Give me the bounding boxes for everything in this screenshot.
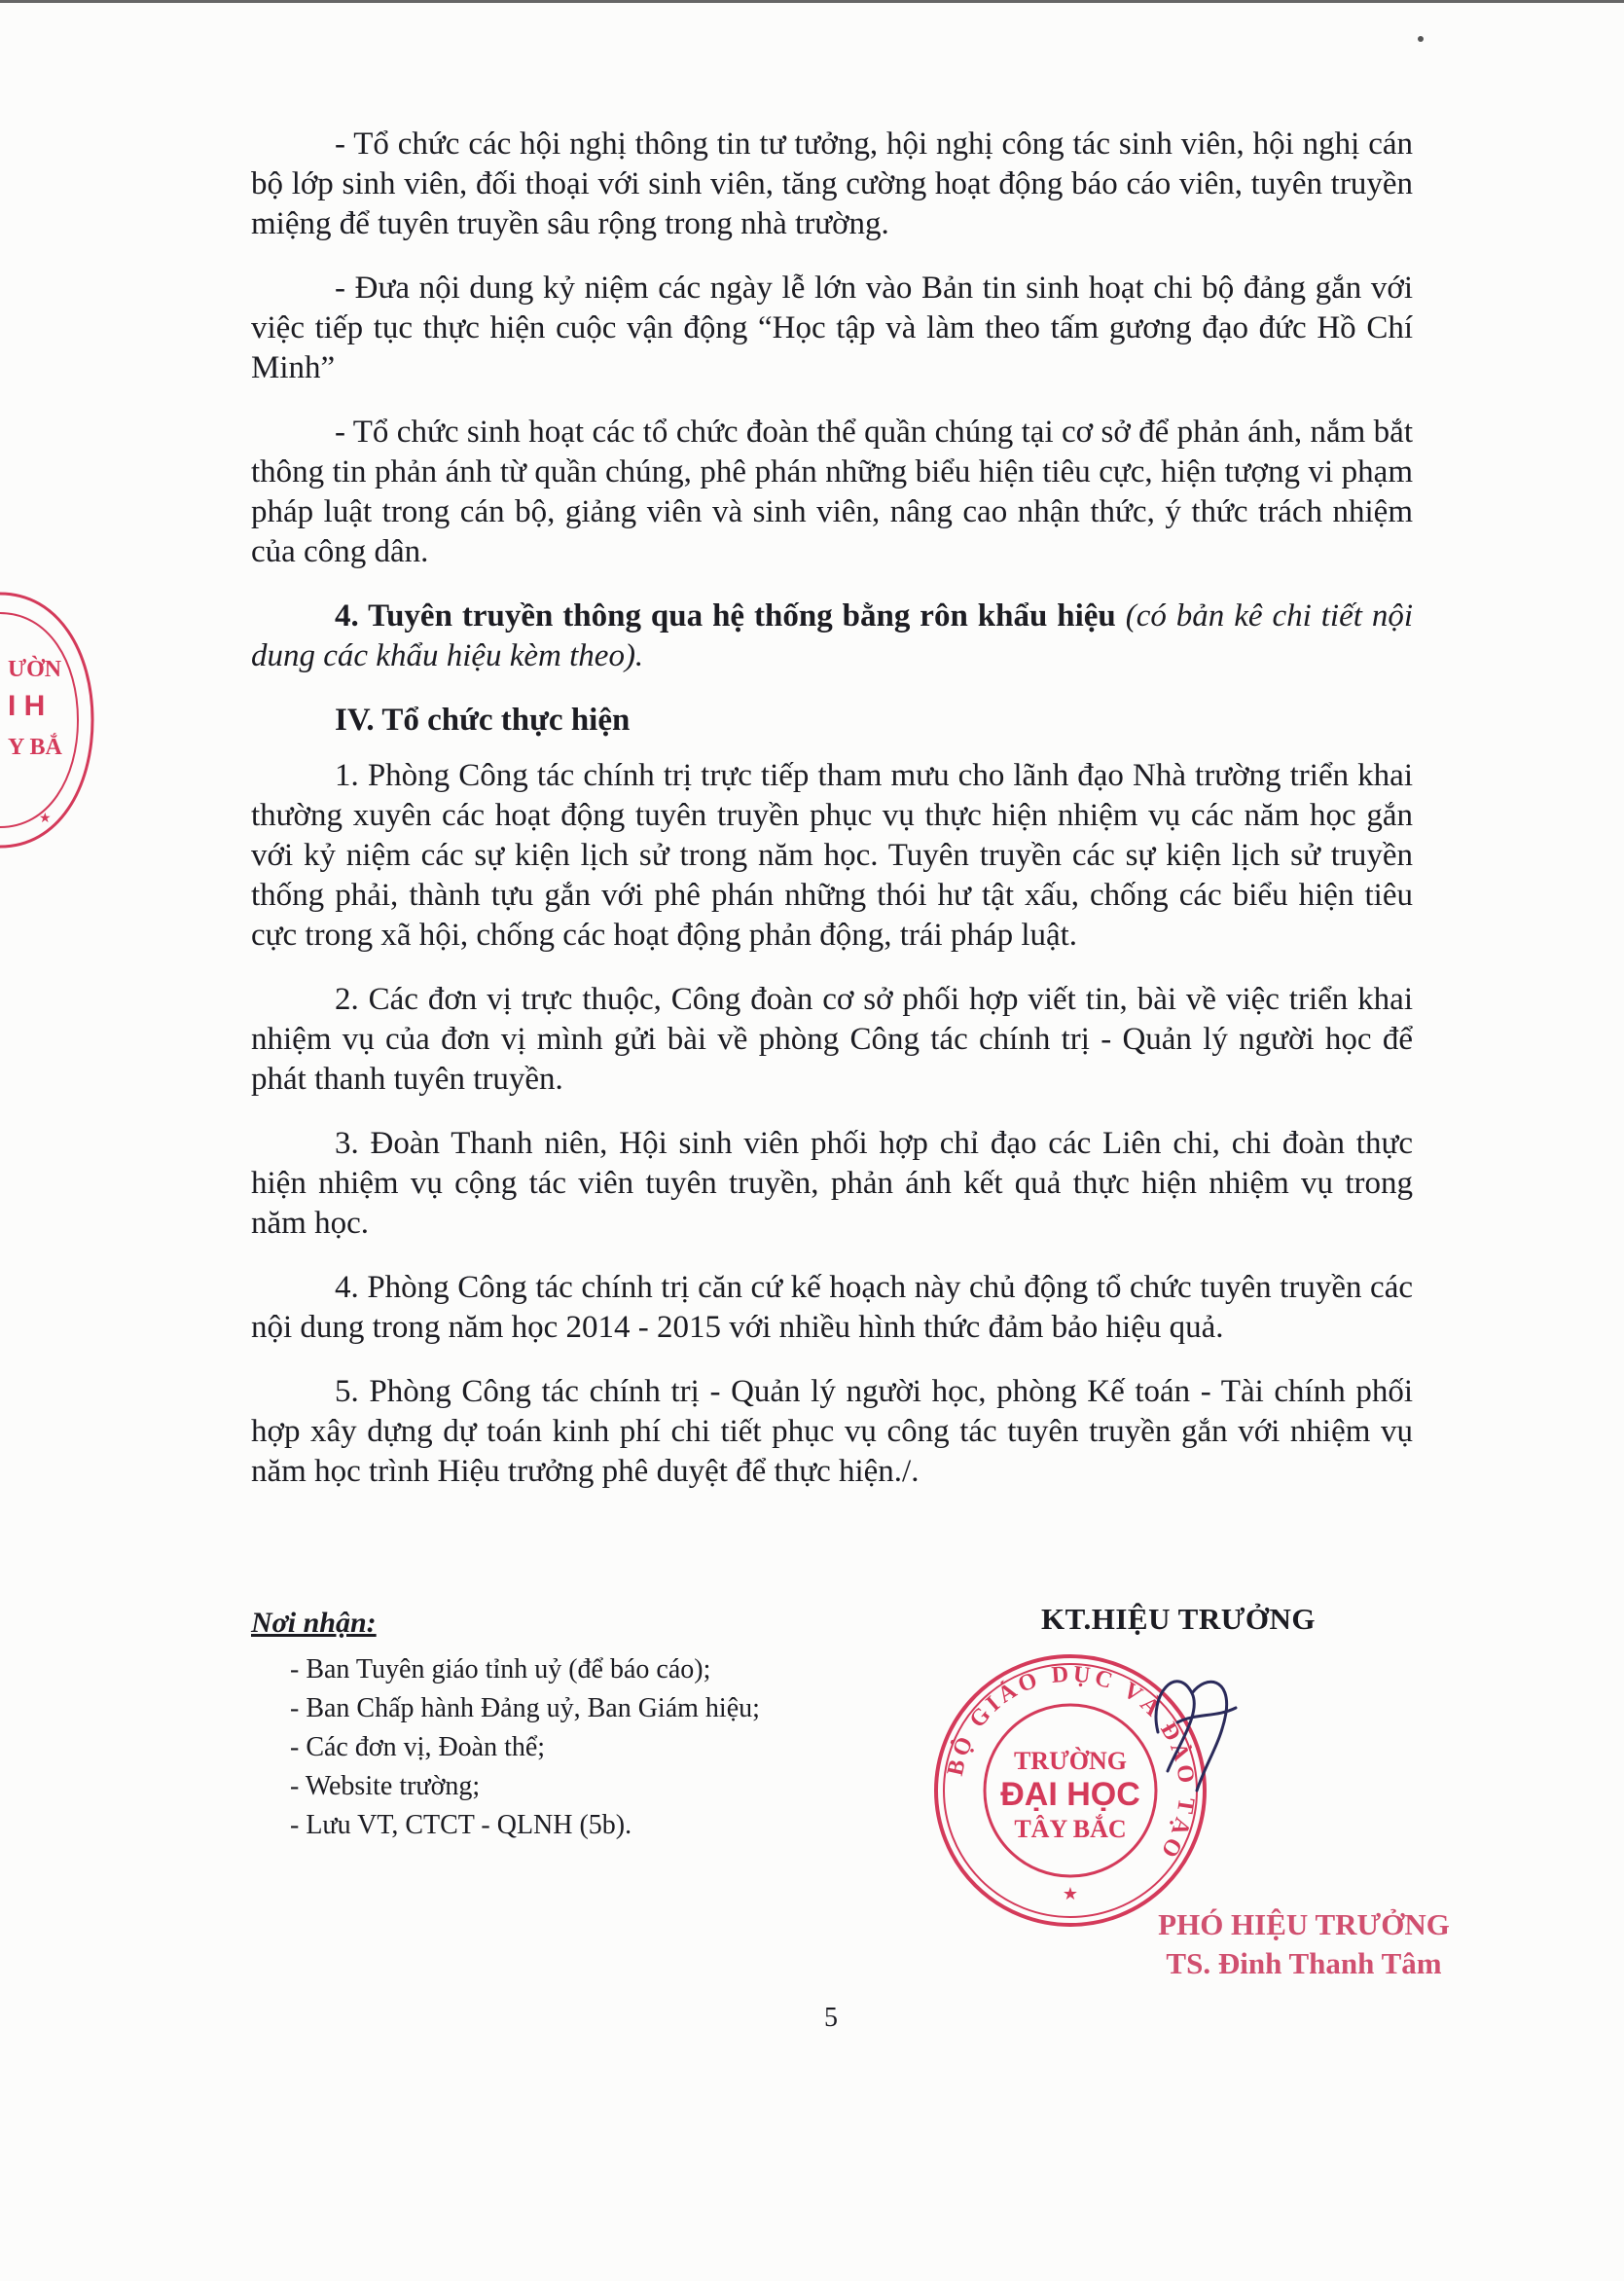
paragraph-3: - Tổ chức sinh hoạt các tổ chức đoàn thể quần chúng tại cơ sở để phản ánh, nắm bắt thông tin phản ánh từ quần chúng, phê phán những biểu hiện tiêu cực, hiện tượng vi phạm pháp luật trong cán bộ, giảng viên và sinh viên, nâng cao nhận thức, ý thức trách nhiệm của công dân. bbox=[251, 415, 1413, 569]
page-number: 5 bbox=[824, 2003, 838, 2033]
item-4-note: (có bản kê chi tiết nội dung các khẩu hiệu kèm theo). bbox=[251, 598, 1413, 673]
recipients-block bbox=[251, 1604, 874, 1845]
stamp-name-block bbox=[1090, 1905, 1518, 1983]
stamp-position: PHÓ HIỆU TRƯỞNG bbox=[1158, 1907, 1450, 1941]
svg-text:BỘ GIÁO DỤC VÀ ĐÀO TẠO: BỘ GIÁO DỤC VÀ ĐÀO TẠO bbox=[942, 1661, 1200, 1865]
document-body bbox=[251, 125, 1413, 1516]
svg-text:TRƯỜNG: TRƯỜNG bbox=[1013, 1747, 1128, 1775]
stamp-name: TS. Đinh Thanh Tâm bbox=[1166, 1946, 1442, 1980]
svg-text:Y BẮ: Y BẮ bbox=[8, 735, 62, 760]
handwritten-signature bbox=[1138, 1654, 1255, 1800]
section-heading-text: IV. Tổ chức thực hiện bbox=[335, 703, 631, 738]
svg-text:ƯỜN: ƯỜN bbox=[8, 657, 62, 682]
svg-text:★: ★ bbox=[1062, 1884, 1079, 1903]
recipients-title: Nơi nhận: bbox=[251, 1607, 377, 1639]
svg-text:ĐẠI HỌC: ĐẠI HỌC bbox=[1000, 1776, 1140, 1813]
paragraph-2: - Đưa nội dung kỷ niệm các ngày lễ lớn vào Bản tin sinh hoạt chi bộ đảng gắn với việc tiếp tục thực hiện cuộc vận động “Học tập và làm theo tấm gương đạo đức Hồ Chí Minh” bbox=[251, 271, 1413, 385]
edge-seal-fragment bbox=[0, 574, 97, 866]
recipient-item: - Ban Chấp hành Đảng uỷ, Ban Giám hiệu; bbox=[290, 1693, 760, 1723]
scan-top-edge bbox=[0, 0, 1624, 3]
svg-text:TÂY BẮC: TÂY BẮC bbox=[1014, 1815, 1127, 1843]
recipient-item: - Ban Tuyên giáo tỉnh uỷ (để báo cáo); bbox=[290, 1654, 711, 1684]
paragraph-1: - Tổ chức các hội nghị thông tin tư tưởng, hội nghị công tác sinh viên, hội nghị cán bộ lớp sinh viên, đối thoại với sinh viên, tăng cường hoạt động báo cáo viên, tuyên truyền miệng để tuyên truyền sâu rộng trong nhà trường. bbox=[251, 127, 1413, 241]
item-4-title: 4. Tuyên truyền thông qua hệ thống bằng rôn khẩu hiệu bbox=[335, 598, 1116, 634]
svg-text:I H: I H bbox=[8, 690, 46, 722]
scan-speck bbox=[1411, 29, 1430, 49]
implementation-4: 4. Phòng Công tác chính trị căn cứ kế hoạch này chủ động tổ chức tuyên truyền các nội dung trong năm học 2014 - 2015 với nhiều hình thức đảm bảo hiệu quả. bbox=[251, 1270, 1413, 1345]
recipient-item: - Các đơn vị, Đoàn thể; bbox=[290, 1732, 546, 1762]
implementation-1: 1. Phòng Công tác chính trị trực tiếp tham mưu cho lãnh đạo Nhà trường triển khai thường xuyên các hoạt động tuyên truyền phục vụ thực hiện nhiệm vụ các năm học gắn với kỷ niệm các sự kiện lịch sử trong năm học. Tuyên truyền các sự kiện lịch sử truyền thống phải, thành tựu gắn với phê phán những thói hư tật xấu, chống các biểu hiện tiêu cực trong xã hội, chống các hoạt động phản động, trái pháp luật. bbox=[251, 758, 1413, 953]
implementation-5: 5. Phòng Công tác chính trị - Quản lý người học, phòng Kế toán - Tài chính phối hợp xây dựng dự toán kinh phí chi tiết phục vụ công tác tuyên truyền gắn với nhiệm vụ năm học trình Hiệu trưởng phê duyệt để thực hiện./. bbox=[251, 1374, 1413, 1489]
section-heading bbox=[251, 701, 1413, 741]
recipient-item: - Website trường; bbox=[290, 1771, 481, 1801]
recipient-item: - Lưu VT, CTCT - QLNH (5b). bbox=[290, 1810, 632, 1840]
item-4 bbox=[251, 597, 1413, 676]
implementation-2: 2. Các đơn vị trực thuộc, Công đoàn cơ sở phối hợp viết tin, bài về việc triển khai nhiệm vụ của đơn vị mình gửi bài về phòng Công tác chính trị - Quản lý người học để phát thanh tuyên truyền. bbox=[251, 982, 1413, 1097]
svg-text:★: ★ bbox=[39, 812, 52, 826]
signature-title: KT.HIỆU TRƯỞNG bbox=[1041, 1602, 1317, 1636]
implementation-3: 3. Đoàn Thanh niên, Hội sinh viên phối hợp chỉ đạo các Liên chi, chi đoàn thực hiện nhiệm vụ cộng tác viên tuyên truyền, phản ánh kết quả thực hiện nhiệm vụ trong năm học. bbox=[251, 1126, 1413, 1241]
